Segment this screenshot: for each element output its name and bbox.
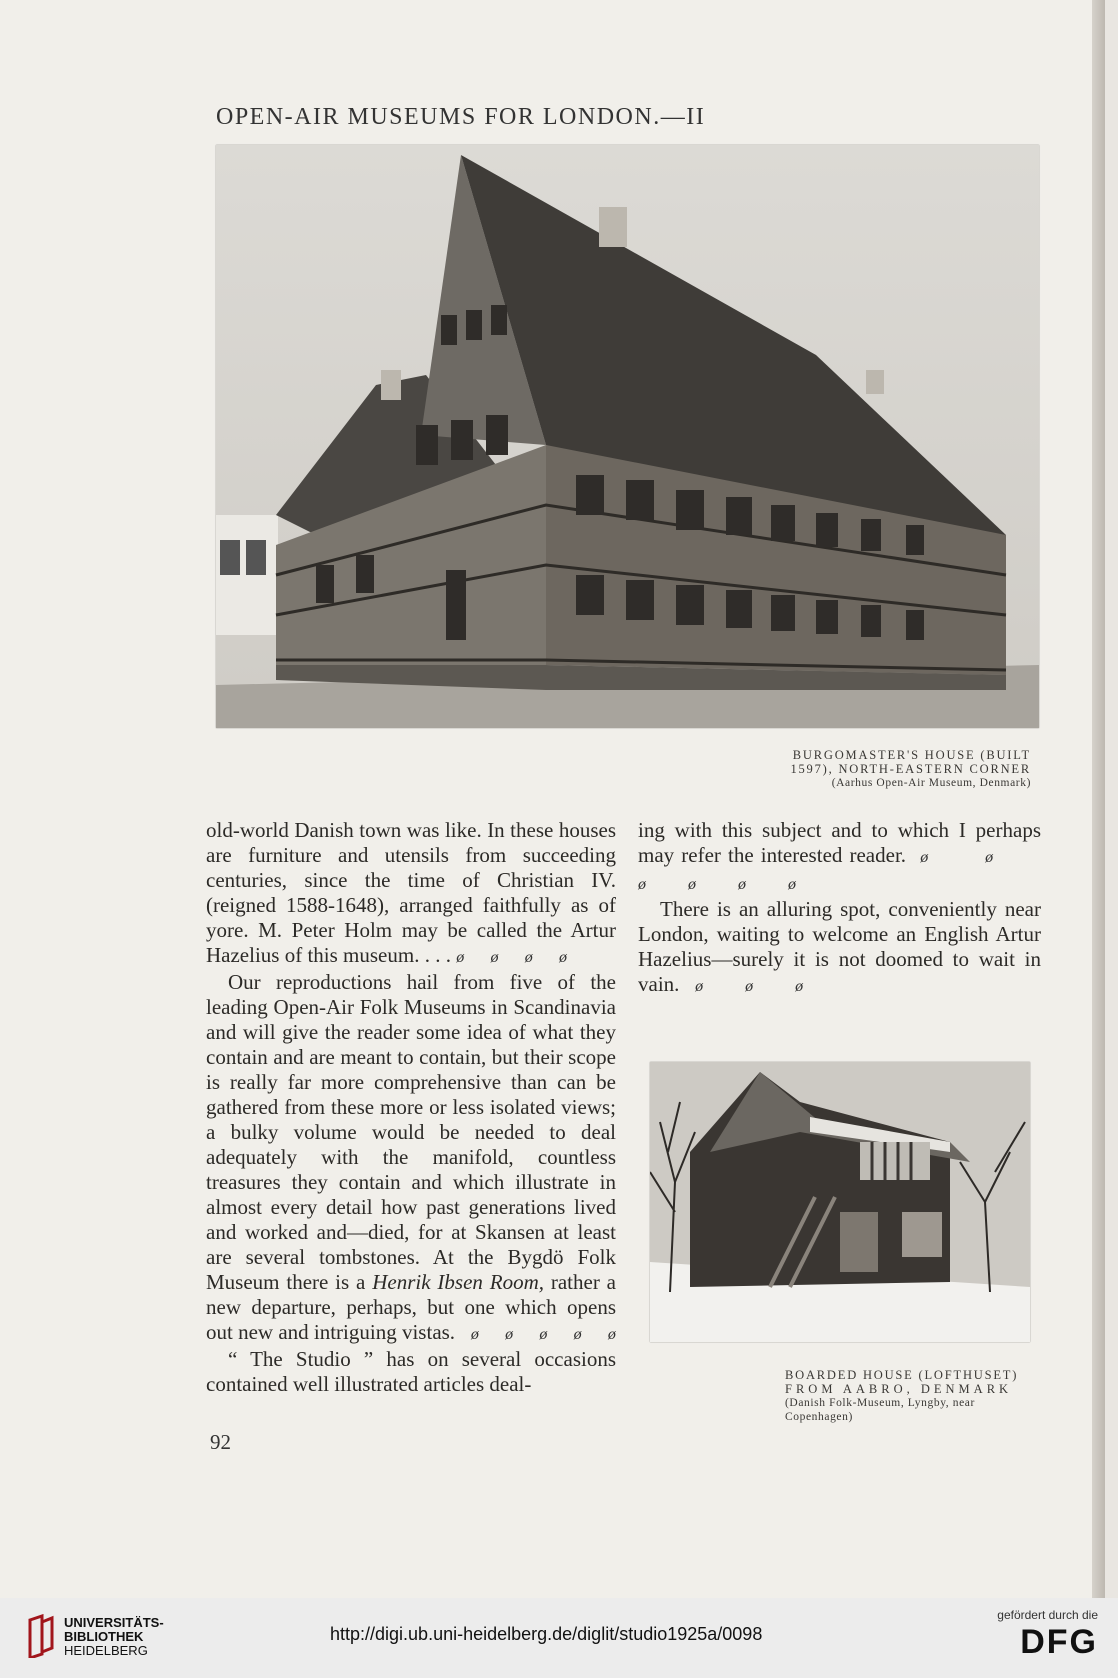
boarded-house-photo <box>650 1062 1030 1342</box>
ornament: ø <box>505 1326 514 1343</box>
ornament: ø <box>738 876 746 893</box>
ornament: ø <box>985 849 994 866</box>
page-number: 92 <box>210 1430 231 1454</box>
caption-line: 1597), NORTH-EASTERN CORNER <box>790 762 1031 776</box>
caption-line: FROM AABRO, DENMARK <box>785 1382 1013 1396</box>
library-name <box>64 1616 164 1658</box>
ornament: ø <box>539 1326 548 1343</box>
italic-title: Henrik Ibsen Room, <box>372 1270 544 1294</box>
ornament: ø <box>695 978 704 995</box>
boarded-house-caption <box>785 1368 1045 1424</box>
caption-line: BOARDED HOUSE (LOFTHUSET) <box>785 1368 1019 1382</box>
ornament: ø <box>558 949 567 966</box>
burgomaster-house-caption <box>731 748 1031 790</box>
paragraph <box>206 818 616 970</box>
ornament: ø <box>573 1326 582 1343</box>
library-line: BIBLIOTHEK <box>64 1629 144 1644</box>
permalink-url[interactable]: http://digi.ub.uni-heidelberg.de/diglit/studio1925a/0098 <box>330 1624 763 1644</box>
paragraph-text: “ The Studio ” has on several occasions contained well illustrated articles deal- <box>206 1347 616 1396</box>
paragraph <box>206 1347 616 1397</box>
caption-line: BURGOMASTER'S HOUSE (BUILT <box>792 748 1031 762</box>
ornament: ø <box>920 849 929 866</box>
paragraph-text: There is an alluring spot, conveniently near London, waiting to welcome an English Artur Hazelius—surely it is not doomed to wait in vain. <box>638 897 1041 996</box>
ornament: ø <box>490 949 499 966</box>
paragraph-text: Our reproductions hail from five of the leading Open-Air Folk Museums in Scandinavia and will give the reader some idea of what they contain and are meant to contain, but their scope is really far more comprehensive than can be gathered from these more or less isolated views; a bulky volume would be needed to deal adequately with the manifold, countless treasures they contain and which illustrate in almost every detail how past generations lived and worked and—died, for at Skansen at least are several tombstones. At the Bygdö Folk Museum there is a <box>206 970 616 1294</box>
ornament: ø <box>638 876 646 893</box>
paragraph-text: ing with this subject and to which I perhaps may refer the interested reader. <box>638 818 1041 867</box>
library-line: UNIVERSITÄTS- <box>64 1615 164 1630</box>
burgomaster-house-photo <box>216 145 1039 728</box>
ornament: ø <box>470 1326 479 1343</box>
ornament: ø <box>795 978 804 995</box>
ornament: ø <box>456 949 465 966</box>
sponsor-block <box>997 1608 1098 1662</box>
ornament: ø <box>688 876 696 893</box>
library-line: HEIDELBERG <box>64 1643 148 1658</box>
paragraph-text: rather a new departure, perhaps, but one which opens out new and intriguing vistas. <box>206 1270 616 1344</box>
paragraph <box>638 897 1041 999</box>
right-column <box>638 818 1041 999</box>
page-edge <box>1092 0 1105 1598</box>
paragraph <box>638 818 1041 897</box>
ornament: ø <box>788 876 796 893</box>
paragraph-text: old-world Danish town was like. In these houses are furniture and utensils from succeeding centuries, since the time of Christian IV. (reigned 1588-1648), arranged faithfully as of yore. M. Peter Holm may be called the Artur Hazelius of this museum. . . . <box>206 818 616 967</box>
library-logo-icon <box>26 1614 56 1658</box>
sponsor-text: gefördert durch die <box>997 1608 1098 1622</box>
running-head: OPEN-AIR MUSEUMS FOR LONDON.—II <box>216 104 706 130</box>
ornament: ø <box>524 949 533 966</box>
paragraph <box>206 970 616 1347</box>
dfg-logo: DFG <box>1020 1623 1098 1661</box>
caption-source: (Danish Folk-Museum, Lyngby, near <box>785 1397 975 1409</box>
ornament: ø <box>745 978 754 995</box>
caption-source: Copenhagen) <box>785 1411 853 1423</box>
ornament: ø <box>607 1326 616 1343</box>
footer-bar <box>0 1598 1118 1678</box>
caption-source: (Aarhus Open-Air Museum, Denmark) <box>831 777 1031 789</box>
left-column <box>206 818 616 1397</box>
